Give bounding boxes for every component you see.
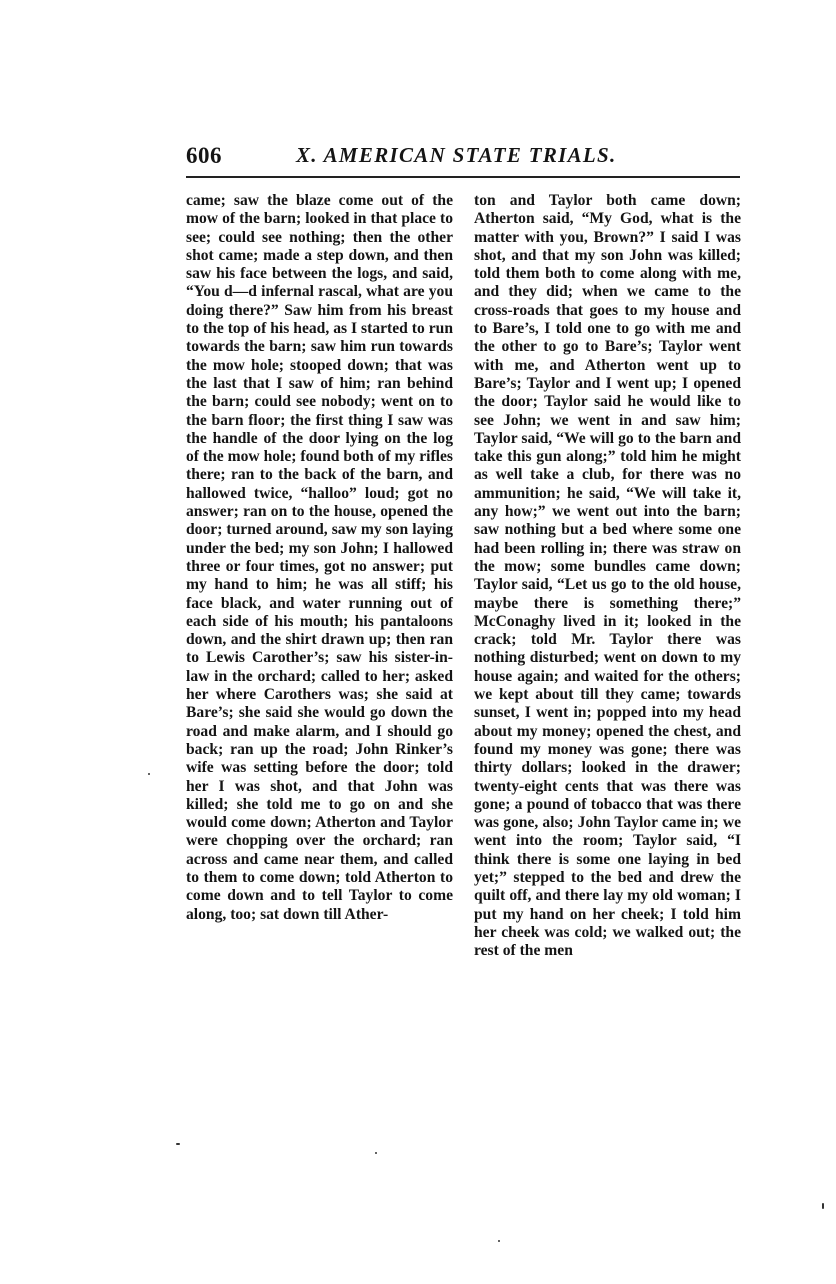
- scan-speck: [148, 773, 150, 775]
- scan-speck: [498, 1240, 500, 1242]
- scan-speck: [375, 1152, 377, 1154]
- header-rule: [186, 176, 740, 178]
- page-header: [186, 143, 740, 173]
- left-column-text: came; saw the blaze come out of the mow of the barn; looked in that place to see; could see nothing; then the other shot came; made a step down, and then saw his face between the logs, and said, “You d—d infernal rascal, what are you doing there?” Saw him from his breast to the top of his head, as I started to run towards the barn; saw him run towards the mow hole; stooped down; that was the last that I saw of him; ran behind the barn; could see nobody; went on to the barn floor; the first thing I saw was the handle of the door lying on the log of the mow hole; found both of my rifles there; ran to the back of the barn, and hallowed twice, “halloo” loud; got no answer; ran on to the house, opened the door; turned around, saw my son laying under the bed; my son John; I hallowed three or four times, got no answer; put my hand to him; he was all stiff; his face black, and water running out of each side of his mouth; his pantaloons down, and the shirt drawn up; then ran to Lewis Carother’s; saw his sister-in-law in the orchard; called to her; asked her where Carothers was; she said at Bare’s; she said she would go down the road and make alarm, and I should go back; ran up the road; John Rinker’s wife was setting before the door; told her I was shot, and that John was killed; she told me to go on and she would come down; Atherton and Taylor were chopping over the orchard; ran across and came near them, and called to them to come down; told Atherton to come down and to tell Taylor to come along, too; sat down till Ather-: [186, 192, 453, 923]
- scan-speck: [176, 1143, 180, 1145]
- left-column: [186, 192, 453, 924]
- right-column: [474, 192, 741, 960]
- scan-speck: [822, 1203, 824, 1209]
- page-number: 606: [186, 143, 222, 168]
- running-head: X. AMERICAN STATE TRIALS.: [296, 143, 617, 167]
- right-column-text: ton and Taylor both came down; Atherton said, “My God, what is the matter with you, Brown?” I said I was shot, and that my son John was killed; told them both to come along with me, and they did; when we came to the cross-roads that goes to my house and to Bare’s, I told one to go with me and the other to go to Bare’s; Taylor went with me, and Atherton went up to Bare’s; Taylor and I went up; I opened the door; Taylor said he would like to see John; we went in and saw him; Taylor said, “We will go to the barn and take this gun along;” told him he might as well take a club, for there was no ammunition; he said, “We will take it, any how;” we went out into the barn; saw nothing but a bed where some one had been rolling in; there was straw on the mow; some bundles came down; Taylor said, “Let us go to the old house, maybe there is something there;” McConaghy lived in it; looked in the crack; told Mr. Taylor there was nothing disturbed; went on down to my house again; and waited for the others; we kept about till they came; towards sunset, I went in; popped into my head about my money; opened the chest, and found my money was gone; there was thirty dollars; looked in the drawer; twenty-eight cents that was there was gone; a pound of tobacco that was there was gone, also; John Taylor came in; we went into the room; Taylor said, “I think there is some one laying in bed yet;” stepped to the bed and drew the quilt off, and there lay my old woman; I put my hand on her cheek; I told him her cheek was cold; we walked out; the rest of the men: [474, 192, 741, 960]
